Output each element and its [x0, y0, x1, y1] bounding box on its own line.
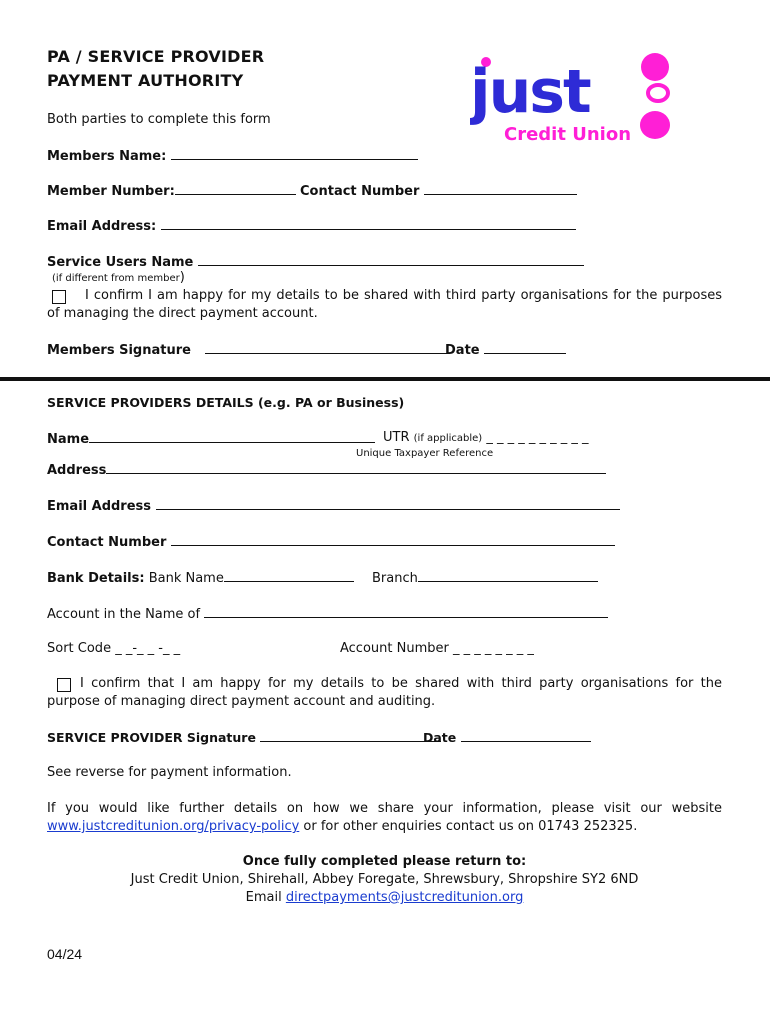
member-signature-row: [47, 341, 450, 359]
member-email-field[interactable]: [161, 217, 576, 230]
account-number-label: Account Number: [340, 641, 449, 656]
provider-contact-row: [47, 533, 615, 551]
intro-text: Both parties to complete this form: [47, 112, 271, 127]
privacy-policy-link[interactable]: www.justcreditunion.org/privacy-policy: [47, 819, 300, 834]
service-users-label: Service Users Name: [47, 255, 194, 270]
member-contact-field[interactable]: [424, 182, 577, 195]
return-email-line: [47, 889, 722, 907]
account-name-row: [47, 605, 608, 623]
sort-code-label: Sort Code: [47, 641, 112, 656]
member-date-row: [445, 341, 566, 359]
return-email-prefix: Email: [245, 890, 282, 905]
if-different-note: [52, 272, 185, 285]
bank-details-label: Bank Details:: [47, 571, 145, 586]
service-users-field[interactable]: [198, 253, 584, 266]
members-name-label: Members Name:: [47, 149, 167, 164]
member-number-field[interactable]: [175, 182, 296, 195]
provider-name-row: [47, 430, 375, 448]
provider-email-row: [47, 497, 620, 515]
members-name-row: [47, 147, 418, 165]
provider-date-label: Date: [423, 730, 457, 745]
logo-graphic: [470, 50, 680, 150]
return-address: Just Credit Union, Shirehall, Abbey Foregate, Shrewsbury, Shropshire SY2 6ND: [130, 872, 639, 887]
branch-label: Branch: [372, 571, 418, 586]
sort-code-row: [47, 641, 180, 657]
service-users-row: [47, 253, 584, 271]
provider-contact-field[interactable]: [171, 533, 615, 546]
bank-name-label: Bank Name: [148, 571, 224, 586]
member-contact-label: Contact Number: [300, 184, 420, 199]
provider-address-row: [47, 461, 606, 479]
utr-row: [383, 430, 589, 446]
logo-word: just: [470, 57, 590, 127]
if-different-text: (if different from member: [52, 273, 180, 284]
utr-note: (if applicable): [413, 433, 483, 444]
logo-circle-bottom-icon: [640, 111, 670, 139]
provider-consent-text: I confirm that I am happy for my details to be shared with third party organisations for the purpose of managing direct payment account and auditing.: [47, 676, 722, 709]
provider-signature-field[interactable]: [260, 729, 441, 742]
member-signature-label: Members Signature: [47, 343, 191, 358]
member-number-label: Member Number:: [47, 184, 175, 199]
form-title-line1: PA / SERVICE PROVIDER: [47, 47, 265, 66]
provider-address-field[interactable]: [106, 461, 606, 474]
provider-date-field[interactable]: [461, 729, 591, 742]
provider-address-label: Address: [47, 463, 107, 478]
provider-name-field[interactable]: [89, 430, 375, 443]
provider-contact-label: Contact Number: [47, 535, 167, 550]
branch-row: [372, 569, 598, 587]
provider-email-label: Email Address: [47, 499, 152, 514]
utr-caption: Unique Taxpayer Reference: [356, 448, 494, 459]
members-name-field[interactable]: [171, 147, 418, 160]
account-name-field[interactable]: [204, 605, 608, 618]
if-different-close: ): [179, 270, 185, 285]
account-number-field[interactable]: _ _ _ _ _ _ _ _: [452, 641, 534, 656]
utr-field[interactable]: _ _ _ _ _ _ _ _ _ _: [486, 430, 589, 445]
sort-code-field[interactable]: _ _-_ _ -_ _: [115, 641, 181, 656]
provider-name-label: Name: [47, 432, 90, 447]
member-date-field[interactable]: [484, 341, 566, 354]
section-divider: [0, 377, 770, 381]
bank-name-field[interactable]: [224, 569, 354, 582]
logo-ring-icon: [648, 85, 668, 101]
logo-tagline: Credit Union: [504, 124, 632, 145]
account-number-row: [340, 641, 534, 657]
member-email-row: [47, 217, 576, 235]
return-heading: Once fully completed please return to:: [242, 854, 527, 869]
form-title-line2: PAYMENT AUTHORITY: [47, 71, 244, 90]
provider-email-field[interactable]: [156, 497, 620, 510]
just-credit-union-logo: [470, 50, 680, 150]
provider-signature-label: SERVICE PROVIDER Signature: [47, 730, 256, 745]
version-code: 04/24: [47, 946, 83, 962]
member-signature-field[interactable]: [205, 341, 450, 354]
utr-label: UTR: [383, 430, 410, 445]
member-date-label: Date: [445, 343, 480, 358]
member-email-label: Email Address:: [47, 219, 157, 234]
privacy-tail: or for other enquiries contact us on 01743 252325.: [303, 819, 638, 834]
privacy-text: If you would like further details on how we share your information, please visit our website: [47, 801, 722, 816]
return-email-link[interactable]: directpayments@justcreditunion.org: [285, 890, 524, 905]
bank-details-row: [47, 569, 354, 587]
privacy-paragraph: [47, 800, 722, 836]
reverse-note: See reverse for payment information.: [47, 765, 292, 780]
logo-circle-large-icon: [641, 53, 669, 81]
branch-field[interactable]: [418, 569, 598, 582]
provider-section-title: SERVICE PROVIDERS DETAILS (e.g. PA or Business): [47, 395, 405, 410]
member-contact-row: [300, 182, 577, 200]
account-name-label: Account in the Name of: [47, 607, 201, 622]
provider-date-row: [423, 729, 591, 746]
provider-signature-row: [47, 729, 441, 746]
member-consent-text: I confirm I am happy for my details to be shared with third party organisations for the purposes of managing the direct payment account.: [47, 288, 722, 321]
member-number-row: [47, 182, 296, 200]
